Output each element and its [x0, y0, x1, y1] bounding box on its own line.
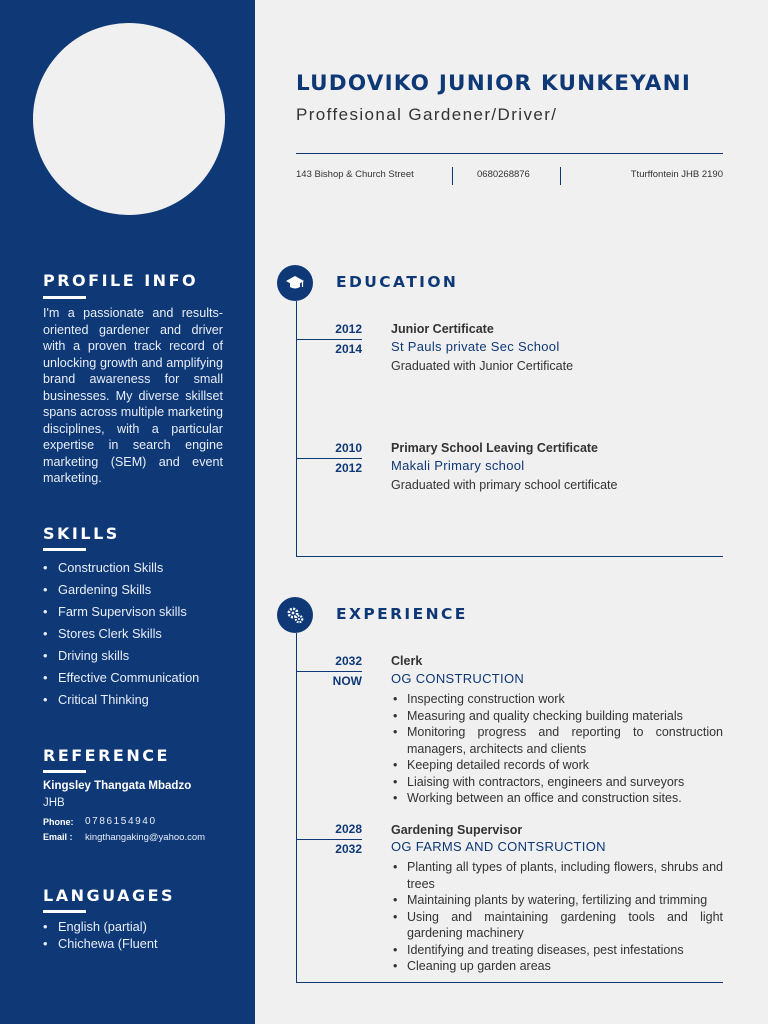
education-year-to: 2014	[335, 342, 362, 356]
sidebar	[0, 0, 255, 1024]
reference-phone-label: Phone:	[43, 817, 74, 827]
education-description: Graduated with primary school certificate	[391, 478, 618, 492]
education-heading: EDUCATION	[336, 273, 459, 291]
duty-item: • Planting all types of plants, including flowers, shrubs and trees	[391, 859, 723, 892]
duty-item: • Maintaining plants by watering, fertilizing and trimming	[391, 892, 723, 909]
year-divider	[296, 671, 362, 672]
contact-address: 143 Bishop & Church Street	[296, 169, 414, 180]
contact-phone: 0680268876	[477, 169, 530, 180]
year-divider	[296, 839, 362, 840]
education-school: Makali Primary school	[391, 458, 525, 473]
reference-phone: 0786154940	[85, 816, 157, 827]
language-item: • Chichewa (Fluent	[43, 936, 158, 953]
duty-item: • Measuring and quality checking building materials	[391, 708, 723, 725]
skills-heading: SKILLS	[43, 524, 120, 543]
duty-item: • Liaising with contractors, engineers and surveyors	[391, 774, 723, 791]
duty-item: • Keeping detailed records of work	[391, 757, 723, 774]
profile-photo-placeholder	[33, 23, 225, 215]
contact-location: Tturffontein JHB 2190	[630, 169, 723, 180]
education-title: Junior Certificate	[391, 322, 494, 336]
skills-heading-rule	[43, 548, 86, 551]
profile-heading: PROFILE INFO	[43, 271, 199, 290]
language-item: • English (partial)	[43, 919, 158, 936]
experience-company: OG FARMS AND CONTSRUCTION	[391, 839, 606, 854]
experience-year-from: 2032	[335, 654, 362, 668]
skill-item: • Stores Clerk Skills	[43, 623, 199, 645]
education-bottom-rule	[296, 556, 723, 557]
languages-list	[43, 919, 158, 952]
skill-item: • Effective Communication	[43, 667, 199, 689]
experience-heading: EXPERIENCE	[336, 605, 468, 623]
duty-item: • Monitoring progress and reporting to construction managers, architects and clients	[391, 724, 723, 757]
header-divider	[296, 153, 723, 154]
experience-duties	[391, 859, 723, 975]
reference-heading: REFERENCE	[43, 746, 170, 765]
job-title: Proffesional Gardener/Driver/	[296, 105, 558, 124]
profile-heading-rule	[43, 296, 86, 299]
experience-year-to: NOW	[332, 674, 362, 688]
duty-item: • Using and maintaining gardening tools and light gardening machinery	[391, 909, 723, 942]
reference-city: JHB	[43, 797, 65, 809]
education-school: St Pauls private Sec School	[391, 339, 560, 354]
profile-text: I'm a passionate and results-oriented gardener and driver with a proven track record of unlocking growth and amplifying brand awareness for small businesses. My diverse skillset spans across multiple marketing disciplines, with a particular expertise in search engine marketing (SEM) and event marketing.	[43, 306, 223, 485]
experience-year-from: 2028	[335, 822, 362, 836]
gears-icon	[285, 605, 305, 625]
skill-item: • Critical Thinking	[43, 689, 199, 711]
skill-item: • Gardening Skills	[43, 579, 199, 601]
candidate-name: LUDOVIKO JUNIOR KUNKEYANI	[296, 71, 692, 96]
year-divider	[296, 339, 362, 340]
skill-item: • Construction Skills	[43, 557, 199, 579]
experience-badge	[277, 597, 313, 633]
skill-item: • Farm Supervison skills	[43, 601, 199, 623]
education-year-to: 2012	[335, 461, 362, 475]
languages-heading: LANGUAGES	[43, 886, 176, 905]
experience-title: Gardening Supervisor	[391, 823, 523, 837]
skill-item: • Driving skills	[43, 645, 199, 667]
experience-year-to: 2032	[335, 842, 362, 856]
education-title: Primary School Leaving Certificate	[391, 441, 599, 455]
skills-list	[43, 557, 199, 711]
experience-company: OG CONSTRUCTION	[391, 671, 525, 686]
reference-name: Kingsley Thangata Mbadzo	[43, 780, 192, 792]
reference-email-label: Email :	[43, 832, 73, 842]
duty-item: • Inspecting construction work	[391, 691, 723, 708]
education-year-from: 2010	[335, 441, 362, 455]
education-description: Graduated with Junior Certificate	[391, 359, 574, 373]
contact-separator	[560, 167, 561, 185]
experience-duties	[391, 691, 723, 807]
duty-item: • Cleaning up garden areas	[391, 958, 723, 975]
contact-separator	[452, 167, 453, 185]
duty-item: • Identifying and treating diseases, pest infestations	[391, 942, 723, 959]
experience-title: Clerk	[391, 654, 423, 668]
graduation-cap-icon	[285, 273, 305, 293]
reference-heading-rule	[43, 770, 86, 773]
duty-item: • Working between an office and construction sites.	[391, 790, 723, 807]
languages-heading-rule	[43, 910, 86, 913]
experience-bottom-rule	[296, 982, 723, 983]
reference-email: kingthangaking@yahoo.com	[85, 832, 206, 843]
education-year-from: 2012	[335, 322, 362, 336]
education-badge	[277, 265, 313, 301]
year-divider	[296, 458, 362, 459]
